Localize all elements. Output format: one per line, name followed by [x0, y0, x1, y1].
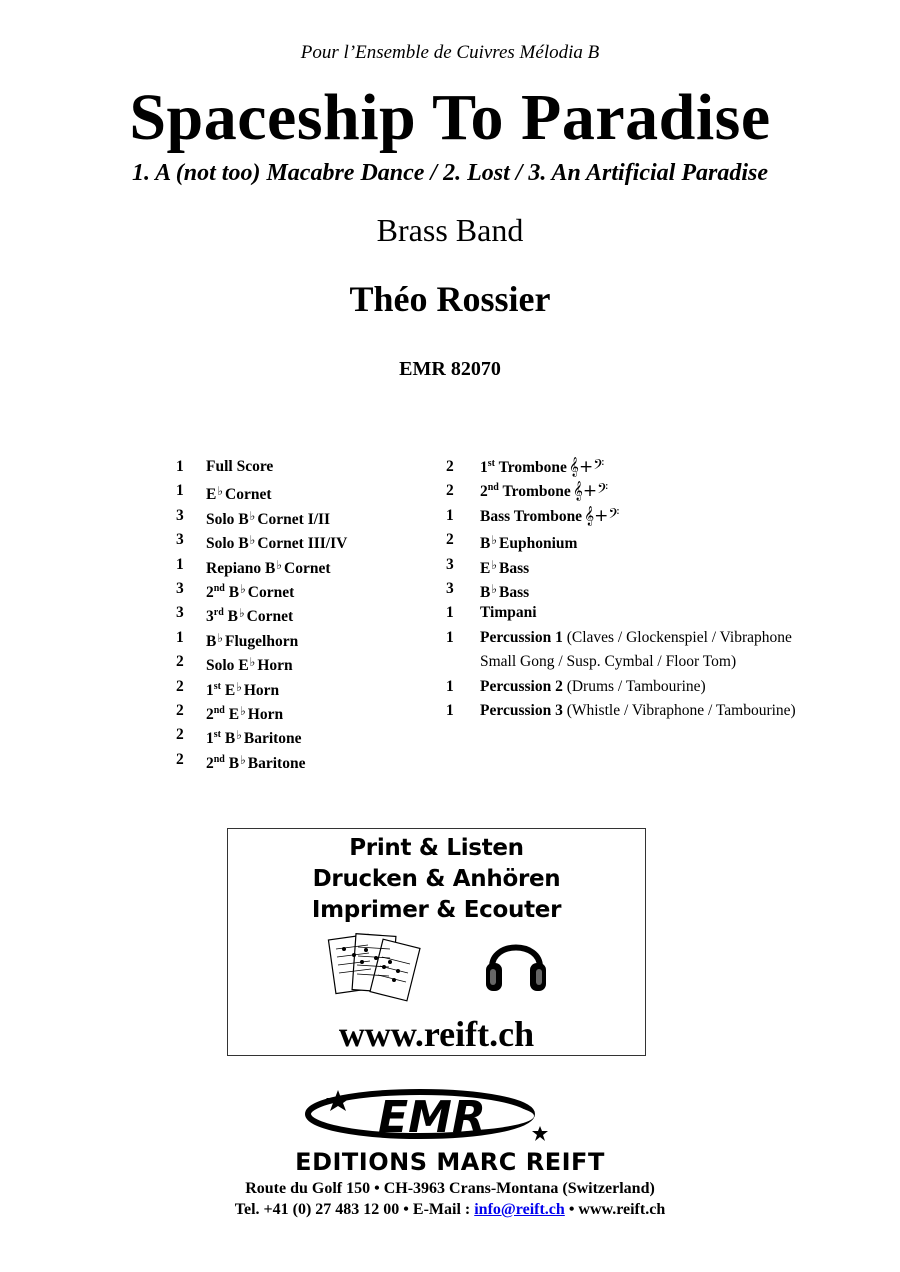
part-quantity: 3 [446, 579, 454, 597]
flat-sign-icon: ♭ [236, 679, 242, 694]
publisher-contact [0, 1201, 900, 1219]
part-instrument: Bass Trombone [480, 507, 583, 525]
part-instrument: Cornet [284, 559, 331, 577]
part-quantity: 1 [176, 482, 184, 500]
part-ordinal: nd [213, 753, 225, 765]
part-instrumentation: (Claves / Glockenspiel / Vibraphone [566, 628, 792, 646]
part-row [176, 528, 436, 552]
part-row [446, 601, 896, 625]
part-name [480, 699, 796, 723]
flat-sign-icon: ♭ [491, 557, 498, 572]
part-quantity: 2 [446, 482, 454, 500]
flat-sign-icon: ♭ [236, 728, 242, 743]
treble-bass-clef-icon: 𝄞+𝄢 [572, 481, 609, 502]
part-row [176, 723, 436, 747]
flat-sign-icon: ♭ [238, 606, 245, 621]
part-instrument: Bass [499, 559, 530, 577]
part-quantity: 1 [446, 677, 454, 695]
part-prefix: 1 [206, 730, 214, 748]
parts-list-left [176, 455, 436, 772]
part-ordinal: nd [213, 704, 225, 716]
part-prefix: Repiano [206, 559, 262, 577]
flat-sign-icon: ♭ [240, 752, 246, 767]
emr-publisher-logo [240, 1086, 660, 1176]
part-key: E [206, 486, 217, 504]
part-quantity: 1 [446, 506, 454, 524]
part-key: B [228, 754, 240, 772]
part-instrument: Bass [499, 583, 530, 601]
part-row [446, 455, 896, 479]
part-row [176, 748, 436, 772]
part-quantity: 1 [446, 701, 454, 719]
part-instrument: Cornet [246, 608, 294, 626]
part-key: B [238, 510, 249, 528]
part-quantity: 1 [176, 628, 184, 646]
treble-bass-clef-icon: 𝄞+𝄢 [568, 457, 605, 477]
part-row [176, 675, 436, 699]
part-instrument: Percussion 3 [480, 701, 563, 719]
promo-line-german: Drucken & Anhören [312, 866, 561, 892]
part-key: B [224, 730, 236, 748]
part-prefix: 2 [206, 754, 214, 772]
emr-logo-name: EDITIONS MARC REIFT [295, 1148, 605, 1176]
part-name [206, 455, 273, 479]
part-row [446, 504, 896, 528]
part-row [446, 699, 896, 723]
part-key: B [227, 608, 238, 626]
part-prefix: Solo [206, 657, 235, 675]
flat-sign-icon: ♭ [491, 533, 498, 548]
composer-name: Théo Rossier [349, 279, 551, 319]
part-prefix: Solo [206, 510, 235, 528]
part-quantity: 3 [176, 579, 184, 597]
promo-line-english: Print & Listen [349, 835, 524, 861]
part-key: E [480, 559, 491, 577]
sheet-music-icon [326, 929, 421, 1009]
publisher-website: • www.reift.ch [564, 1201, 666, 1218]
part-row [176, 626, 436, 650]
part-key: E [238, 657, 249, 675]
part-instrument: Timpani [480, 604, 537, 622]
part-ordinal: rd [213, 607, 224, 619]
part-quantity: 2 [176, 750, 184, 768]
part-instrument: Cornet [225, 486, 272, 504]
part-name [480, 601, 537, 625]
part-name [480, 675, 706, 699]
part-row [446, 675, 896, 699]
promo-line-french: Imprimer & Ecouter [311, 897, 562, 923]
part-row [446, 650, 896, 674]
part-quantity: 2 [176, 701, 184, 719]
part-name [480, 455, 604, 480]
part-quantity: 2 [176, 677, 184, 695]
part-prefix: 2 [206, 705, 214, 723]
publisher-telephone: Tel. +41 (0) 27 483 12 00 • E-Mail : [234, 1201, 475, 1218]
part-ordinal: st [213, 680, 221, 692]
part-instrumentation: Small Gong / Susp. Cymbal / Floor Tom) [480, 653, 737, 671]
part-key: B [265, 559, 276, 577]
page-title: Spaceship To Paradise [129, 81, 771, 154]
email-link[interactable]: info@reift.ch [474, 1201, 565, 1218]
part-quantity: 3 [446, 555, 454, 573]
part-instrument: Cornet III/IV [257, 535, 348, 553]
part-instrument: Euphonium [499, 535, 578, 553]
part-instrument: Flugelhorn [225, 632, 299, 650]
flat-sign-icon: ♭ [249, 533, 256, 548]
part-instrument: Full Score [206, 458, 274, 475]
parts-list-right [446, 455, 896, 723]
part-row [176, 650, 436, 674]
part-name [206, 748, 305, 776]
publisher-address: Route du Golf 150 • CH-3963 Crans-Montana (Switzerland) [245, 1180, 655, 1197]
part-instrument: Baritone [243, 730, 302, 748]
part-key: B [238, 535, 249, 553]
part-name [480, 626, 792, 650]
part-instrumentation: (Drums / Tambourine) [566, 677, 706, 695]
part-row [176, 699, 436, 723]
part-instrument: Percussion 1 [480, 628, 563, 646]
dedication: Pour l’Ensemble de Cuivres Mélodia B [300, 42, 600, 63]
part-quantity: 2 [446, 531, 454, 549]
part-quantity: 3 [176, 506, 184, 524]
flat-sign-icon: ♭ [217, 630, 224, 645]
emr-logo-mark: EMR [378, 1092, 486, 1143]
part-instrument: Cornet I/II [257, 510, 331, 528]
part-quantity: 1 [176, 458, 184, 475]
part-instrument: Baritone [247, 754, 306, 772]
part-ordinal: nd [487, 482, 499, 494]
part-key: B [480, 535, 491, 553]
part-prefix: 2 [480, 483, 488, 501]
part-prefix: Solo [206, 535, 235, 553]
part-row [176, 553, 436, 577]
part-instrumentation: (Whistle / Vibraphone / Tambourine) [566, 701, 796, 719]
flat-sign-icon: ♭ [249, 655, 256, 670]
part-key: E [228, 705, 240, 723]
part-row [446, 577, 896, 601]
part-quantity: 2 [446, 458, 454, 475]
flat-sign-icon: ♭ [276, 557, 283, 572]
flat-sign-icon: ♭ [249, 508, 256, 523]
part-key: B [228, 583, 240, 601]
part-quantity: 3 [176, 531, 184, 549]
part-key: E [224, 681, 236, 699]
part-name [480, 479, 608, 504]
part-row [446, 626, 896, 650]
part-instrument: Percussion 2 [480, 677, 563, 695]
flat-sign-icon: ♭ [491, 581, 498, 596]
part-quantity: 1 [176, 555, 184, 573]
part-quantity: 2 [176, 726, 184, 744]
part-row [176, 479, 436, 503]
part-instrument: Cornet [247, 583, 295, 601]
part-instrument: Horn [257, 657, 293, 675]
part-ordinal: nd [213, 582, 225, 594]
part-name [480, 650, 736, 674]
promo-website: www.reift.ch [338, 1014, 535, 1054]
part-quantity: 1 [446, 604, 454, 622]
part-quantity: 1 [446, 628, 454, 646]
headphones-icon [484, 929, 548, 995]
part-row [446, 528, 896, 552]
part-row [446, 553, 896, 577]
part-quantity: 3 [176, 604, 184, 622]
part-ordinal: st [213, 729, 221, 741]
flat-sign-icon: ♭ [217, 484, 224, 499]
part-row [446, 479, 896, 503]
part-row [176, 504, 436, 528]
part-key: B [480, 583, 491, 601]
flat-sign-icon: ♭ [240, 581, 246, 596]
ensemble-type: Brass Band [376, 212, 524, 248]
part-quantity: 2 [176, 653, 184, 671]
part-instrument: Horn [243, 681, 280, 699]
part-prefix: 1 [480, 459, 488, 476]
part-ordinal: st [487, 458, 495, 469]
part-row [176, 601, 436, 625]
part-instrument: Trombone [498, 459, 567, 476]
part-prefix: 2 [206, 583, 214, 601]
part-instrument: Trombone [502, 483, 571, 501]
catalog-number: EMR 82070 [399, 358, 501, 380]
part-row [176, 455, 436, 479]
part-prefix: 1 [206, 681, 214, 699]
part-prefix: 3 [206, 608, 214, 626]
treble-bass-clef-icon: 𝄞+𝄢 [584, 505, 620, 526]
part-instrument: Horn [247, 705, 284, 723]
part-key: B [206, 632, 217, 650]
print-listen-box [227, 828, 646, 1056]
part-row [176, 577, 436, 601]
flat-sign-icon: ♭ [240, 703, 246, 718]
subtitle: 1. A (not too) Macabre Dance / 2. Lost / 3. An Artificial Paradise [132, 160, 768, 186]
part-name [480, 504, 619, 529]
